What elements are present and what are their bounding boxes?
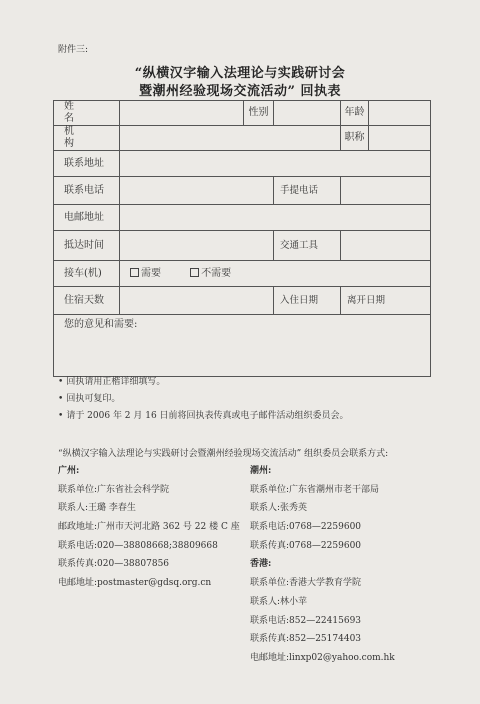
opinions-field[interactable] [54,315,431,377]
checkbox-icon[interactable] [130,268,139,277]
hongkong-phone: 联系电话:852—22415693 [250,615,362,626]
age-label: 年龄 [341,101,369,126]
name-label: 姓名 [54,101,120,126]
transport-label: 交通工具 [274,231,341,261]
hongkong-unit: 联系单位:香港大学教育学院 [250,578,362,589]
checkin-label: 入住日期 [274,287,341,315]
pickup-label: 接车(机) [54,261,120,287]
chaozhou-person: 联系人:张秀英 [250,503,308,514]
attachment-label: 附件三: [58,45,89,55]
mobile-field[interactable] [341,177,431,205]
chaozhou-hongkong-contacts [250,462,395,668]
address-field[interactable] [120,151,431,177]
transport-field[interactable] [341,231,431,261]
arrival-field[interactable] [120,231,274,261]
guangzhou-heading: 广州: [58,466,80,476]
guangzhou-email[interactable]: 电邮地址:postmaster@gdsq.org.cn [58,578,212,589]
org-field[interactable] [120,126,341,151]
arrival-label: 抵达时间 [54,231,120,261]
stay-days-label: 住宿天数 [54,287,120,315]
gender-field[interactable] [274,101,341,126]
email-label: 电邮地址 [54,205,120,231]
email-field[interactable] [120,205,431,231]
hongkong-heading: 香港: [250,559,272,570]
form-title-line-1: “纵横汉字输入法理论与实践研讨会 [134,66,346,81]
chaozhou-heading: 潮州: [250,466,272,476]
note-item: • 回执可复印。 [58,391,349,408]
pickup-options [120,261,431,287]
note-item: • 请于 2006 年 2 月 16 日前将回执表传真或电子邮件活动组织委员会。 [58,408,349,425]
hongkong-fax: 联系传真:852—25174403 [250,634,362,645]
stay-days-field[interactable] [120,287,274,315]
chaozhou-unit: 联系单位:广东省潮州市老干部局 [250,484,380,495]
guangzhou-postal: 邮政地址:广州市天河北路 362 号 22 楼 C 座 [58,522,240,533]
hongkong-email[interactable]: 电邮地址:linxp02@yahoo.com.hk [250,652,395,663]
phone-field[interactable] [120,177,274,205]
chaozhou-fax: 联系传真:0768—2259600 [250,540,362,551]
org-contact-heading: “纵横汉字输入法理论与实践研讨会暨潮州经验现场交流活动” 组织委员会联系方式: [58,449,389,459]
chaozhou-phone: 联系电话:0768—2259600 [250,522,362,533]
guangzhou-phone: 联系电话:020—38808668;38809668 [58,540,218,551]
checkbox-icon[interactable] [190,268,199,277]
title-label: 职称 [341,126,369,151]
gender-label: 性别 [244,101,274,126]
age-field[interactable] [369,101,431,126]
guangzhou-person: 联系人:王璐 李春生 [58,503,136,514]
checkout-label: 离开日期 [341,287,431,315]
reply-form-table [53,100,431,377]
notes-list [58,374,349,425]
form-title-line-2: 暨潮州经验现场交流活动” 回执表 [138,84,341,99]
guangzhou-fax: 联系传真:020—38807856 [58,559,170,570]
pickup-no-need-option[interactable]: 不需要 [190,268,231,280]
guangzhou-contacts [58,462,240,593]
hongkong-person: 联系人:林小苹 [250,596,308,607]
pickup-need-option[interactable]: 需要 [130,268,161,280]
note-item: • 回执请用正楷详细填写。 [58,374,349,391]
phone-label: 联系电话 [54,177,120,205]
org-label: 机构 [54,126,120,151]
opinions-label: 您的意见和需要: [64,319,138,330]
title-field[interactable] [369,126,431,151]
name-field[interactable] [120,101,244,126]
address-label: 联系地址 [54,151,120,177]
mobile-label: 手提电话 [274,177,341,205]
guangzhou-unit: 联系单位:广东省社会科学院 [58,484,170,495]
